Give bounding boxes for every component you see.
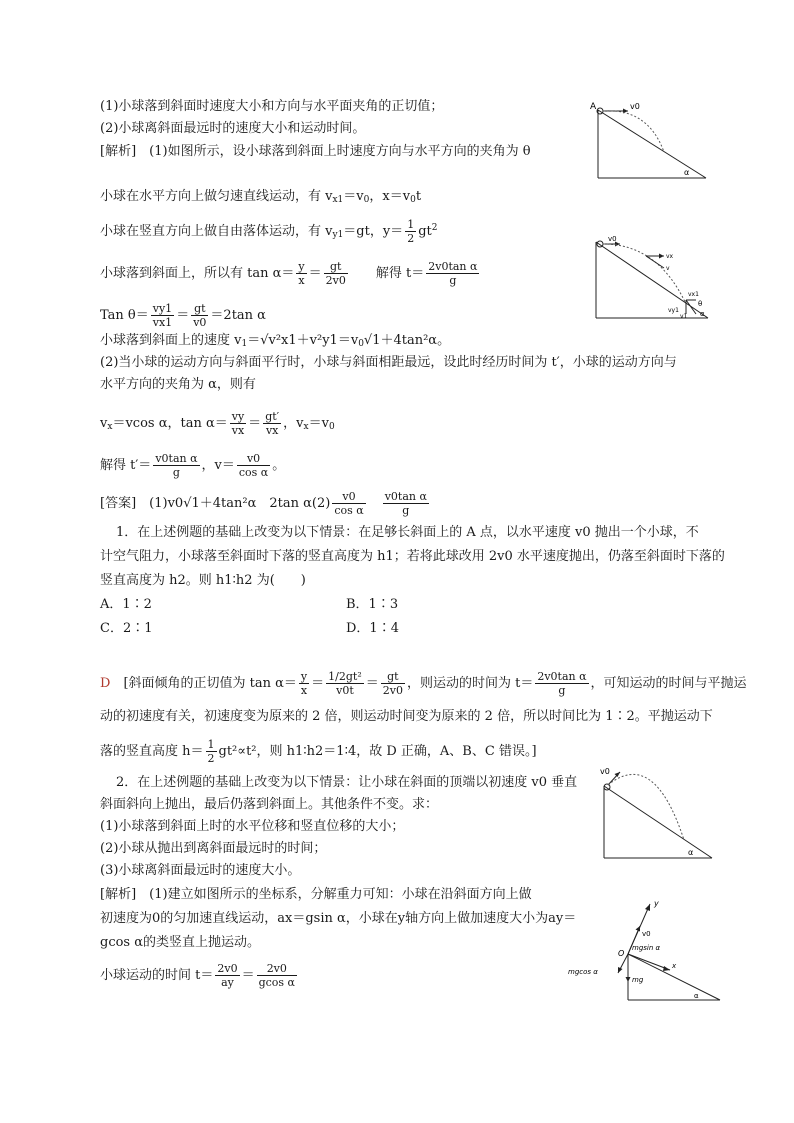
fraction-v: $\frac{v0}{\text{cos α}}$ xyxy=(238,452,269,479)
l5-a: 小球落到斜面上的速度 v xyxy=(100,333,242,348)
figure-4 xyxy=(566,896,726,1006)
f2-theta: θ xyxy=(698,300,703,308)
q1-e3b: gt²∝t²，则 h1∶h2＝1∶4，故 D 正确，A、B、C 错误。] xyxy=(218,744,537,759)
f3-alpha: α xyxy=(688,848,694,857)
f4-mgcos: mgcos α xyxy=(568,968,598,976)
l3-a: 小球落到斜面上，所以有 tan α＝ xyxy=(100,266,295,281)
analysis-intro-text: (1)如图所示，设小球落到斜面上时速度方向与水平方向的夹角为 θ xyxy=(149,144,531,159)
analysis-line-6: $v_x=vcos$ α，tan α＝ $\frac{vy}{vx}$ ＝ $\frac{gt'}{vx}$ ，$v_x=v_0$ xyxy=(100,410,335,437)
f2-vx1: vx1 xyxy=(688,291,699,298)
l6-a: v xyxy=(100,416,108,431)
q1-frac-half: $\frac{1}{2}$ xyxy=(207,738,215,765)
l6-f: ＝v xyxy=(308,416,329,431)
l2-e: 2 xyxy=(431,223,438,233)
l1-e: ，x＝v xyxy=(369,189,411,204)
l3-eq: ＝ xyxy=(308,266,322,281)
q1-line-2: 计空气阻力，小球落至斜面时下落的竖直高度为 h1；若将此球改用 2v0 水平速度抛出，仍落至斜面时下落的 xyxy=(100,549,725,564)
l7-a: 解得 t′＝ xyxy=(100,458,152,473)
q1-answer: D xyxy=(100,676,111,691)
q1-explanation-line-2: 动的初速度有关，初速度变为原来的 2 倍，则运动时间变为原来的 2 倍，所以时间比为 1∶2。平抛运动下 xyxy=(100,709,713,724)
f4-v0: v0 xyxy=(642,930,651,938)
l1-b: x1 xyxy=(332,195,344,205)
q2-a4: 小球运动的时间 t＝ xyxy=(100,968,214,983)
q2-line-2: 斜面斜向上抛出，最后仍落到斜面上。其他条件不变。求： xyxy=(100,797,439,812)
q1-option-d: D．1∶4 xyxy=(346,621,399,636)
l5-b: 1 xyxy=(241,339,248,349)
l5-d: 0 xyxy=(358,339,364,349)
q1-e1c: ，可知运动的时间与平抛运 xyxy=(590,676,747,691)
f4-O: O xyxy=(618,949,625,958)
f4-mgsin: mgsin α xyxy=(632,944,661,952)
fraction-y-x: $\frac{y}{x}$ xyxy=(298,260,305,287)
question-part-2: (2)小球离斜面最远时的速度大小和运动时间。 xyxy=(100,121,366,136)
q1-frac-gt-2v0: $\frac{gt}{2v0}$ xyxy=(382,670,403,697)
analysis-line-1 xyxy=(100,188,421,209)
label-A: A xyxy=(590,102,597,112)
q1-option-c: C．2∶1 xyxy=(100,621,153,636)
fraction-gt-2v0: $\frac{gt}{2v0}$ xyxy=(325,260,346,287)
analysis-line-2 xyxy=(100,218,437,245)
analysis-intro xyxy=(100,143,531,161)
q1-e3a: 落的竖直高度 h＝ xyxy=(100,744,204,759)
l6-b: x xyxy=(107,422,113,432)
q1-option-a: A．1∶2 xyxy=(100,597,152,612)
figure-3 xyxy=(596,766,716,862)
analysis-line-5 xyxy=(100,332,450,353)
l2-c: ＝gt，y＝ xyxy=(343,224,404,239)
l1-f: 0 xyxy=(410,195,416,205)
answer-fraction-2: $\frac{\text{v0tan α}}{g}$ xyxy=(384,490,427,517)
q2-analysis-line-4: 小球运动的时间 t＝ $\frac{2v0}{ay}$ ＝ $\frac{2v0}{\text{gcos α}}$ xyxy=(100,962,295,989)
q2-line-5: (3)小球离斜面最远时的速度大小。 xyxy=(100,863,301,878)
q1-e1b: ，则运动的时间为 t＝ xyxy=(406,676,534,691)
q2-frac-1: $\frac{2v0}{ay}$ xyxy=(217,962,238,989)
fraction-tprime: $\frac{\text{v0tan α}}{g}$ xyxy=(155,452,198,479)
q2-analysis-line-2: 初速度为0的匀加速直线运动，ax＝gsin α，小球在y轴方向上做加速度大小为ay＝ xyxy=(100,911,577,926)
fraction-vy1-vx1: $\frac{vy1}{vx1}$ xyxy=(152,302,173,329)
l6-g: 0 xyxy=(328,422,335,432)
q2-frac-2: $\frac{2v0}{\text{gcos α}}$ xyxy=(258,962,295,989)
q1-line-3: 竖直高度为 h2。则 h1∶h2 为( ) xyxy=(100,573,306,588)
l4-end: ＝2tan α xyxy=(210,308,266,323)
l1-c: ＝v xyxy=(343,189,364,204)
f2-v1: v1 xyxy=(680,313,688,320)
question-part-1: (1)小球落到斜面时速度大小和方向与水平面夹角的正切值； xyxy=(100,99,444,114)
q1-frac-compound: $\frac{\text{1/2gt²}}{v0t}$ xyxy=(328,670,362,697)
answer-line xyxy=(100,490,431,517)
q2-analysis-line-3: gcos α的类竖直上抛运动。 xyxy=(100,935,261,950)
f4-mg: mg xyxy=(632,976,644,984)
analysis-line-7 xyxy=(100,452,285,479)
l4-a: Tan θ＝ xyxy=(100,308,149,323)
f2-vy1: vy1 xyxy=(668,307,679,314)
fraction-time: $\frac{\text{2v0tan α}}{g}$ xyxy=(428,260,478,287)
figure-1 xyxy=(588,98,713,183)
f3-v0: v0 xyxy=(600,767,610,776)
f2-v0: v0 xyxy=(608,235,617,243)
f2-v: v xyxy=(666,265,670,272)
l7-b: ，v＝ xyxy=(201,458,235,473)
f4-x: x xyxy=(672,962,677,970)
l6-d: ，v xyxy=(283,416,304,431)
analysis-part2-line-a: (2)当小球的运动方向与斜面平行时，小球与斜面相距最远，设此时经历时间为 t′，小球的运动方向与 xyxy=(100,355,677,370)
label-alpha: α xyxy=(684,168,690,177)
fraction-gtp-vx: $\frac{gt'}{vx}$ xyxy=(265,410,280,437)
l5-c: ＝√v²x1＋v²y1＝v xyxy=(247,333,359,348)
f2-alpha: α xyxy=(700,310,705,318)
analysis-line-3 xyxy=(100,260,481,287)
analysis-tag: [解析] xyxy=(100,144,137,159)
answer-text: (1)v0√1＋4tan²α 2tan α(2) xyxy=(149,496,331,511)
fraction-gt-v0: $\frac{gt}{v0}$ xyxy=(193,302,207,329)
analysis-line-4: Tan θ＝ $\frac{vy1}{vx1}$ ＝ $\frac{gt}{v0}$ ＝2tan α xyxy=(100,302,266,329)
l7-c: 。 xyxy=(272,458,286,473)
l1-d: 0 xyxy=(363,195,370,205)
q1-line-1: 1．在上述例题的基础上改变为以下情景：在足够长斜面上的 A 点，以水平速度 v0 抛出一个小球，不 xyxy=(116,525,699,540)
q1-frac-yx: $\frac{y}{x}$ xyxy=(300,670,308,697)
label-v0: v0 xyxy=(630,102,640,111)
l1-g: t xyxy=(415,189,422,204)
q1-explanation-line-3 xyxy=(100,738,537,765)
l2-b: y1 xyxy=(332,230,344,240)
f4-alpha: α xyxy=(694,992,699,1000)
q2-line-1: 2．在上述例题的基础上改变为以下情景：让小球在斜面的顶端以初速度 v0 垂直 xyxy=(116,775,578,790)
l2-a: 小球在竖直方向上做自由落体运动，有 v xyxy=(100,224,333,239)
f2-vx: vx xyxy=(666,253,674,260)
answer-fraction-1: $\frac{v0}{\text{cos α}}$ xyxy=(334,490,364,517)
l5-e: √1＋4tan²α。 xyxy=(363,333,451,348)
answer-tag: [答案] xyxy=(100,496,137,511)
q1-option-b: B．1∶3 xyxy=(346,597,399,612)
fraction-half: $\frac{1}{2}$ xyxy=(407,218,415,245)
q2-line-3: (1)小球落到斜面上时的水平位移和竖直位移的大小； xyxy=(100,819,405,834)
l6-c: ＝vcos α，tan α＝ xyxy=(112,416,228,431)
analysis-part2-line-b: 水平方向的夹角为 α，则有 xyxy=(100,377,256,392)
q2-a1: (1)建立如图所示的坐标系，分解重力可知：小球在沿斜面方向上做 xyxy=(149,887,532,902)
l1-a: 小球在水平方向上做匀速直线运动，有 v xyxy=(100,189,333,204)
l3-solve: 解得 t＝ xyxy=(375,266,425,281)
q2-analysis-line-1 xyxy=(100,886,532,904)
l2-d: gt xyxy=(418,224,432,239)
q1-explanation-line-1: D [斜面倾角的正切值为 tan α＝ $\frac{y}{x}$ ＝ $\frac{\text{1/2gt²}}{v0t}$ ＝ $\frac{gt}{2v0}$ ，则运动的时间为 t＝ $\frac{\text{2v0tan α}}{g}$ ，可知运动的时间与平抛运 xyxy=(100,670,747,697)
l6-e: x xyxy=(303,422,309,432)
q2-analysis-tag: [解析] xyxy=(100,887,137,902)
f4-y: y xyxy=(654,899,659,908)
figure-2 xyxy=(588,232,713,324)
q2-line-4: (2)小球从抛出到离斜面最远时的时间； xyxy=(100,841,327,856)
q1-frac-time: $\frac{\text{2v0tan α}}{g}$ xyxy=(537,670,587,697)
fraction-vy-vx: $\frac{vy}{vx}$ xyxy=(231,410,245,437)
q1-e1: [斜面倾角的正切值为 tan α＝ xyxy=(123,676,297,691)
